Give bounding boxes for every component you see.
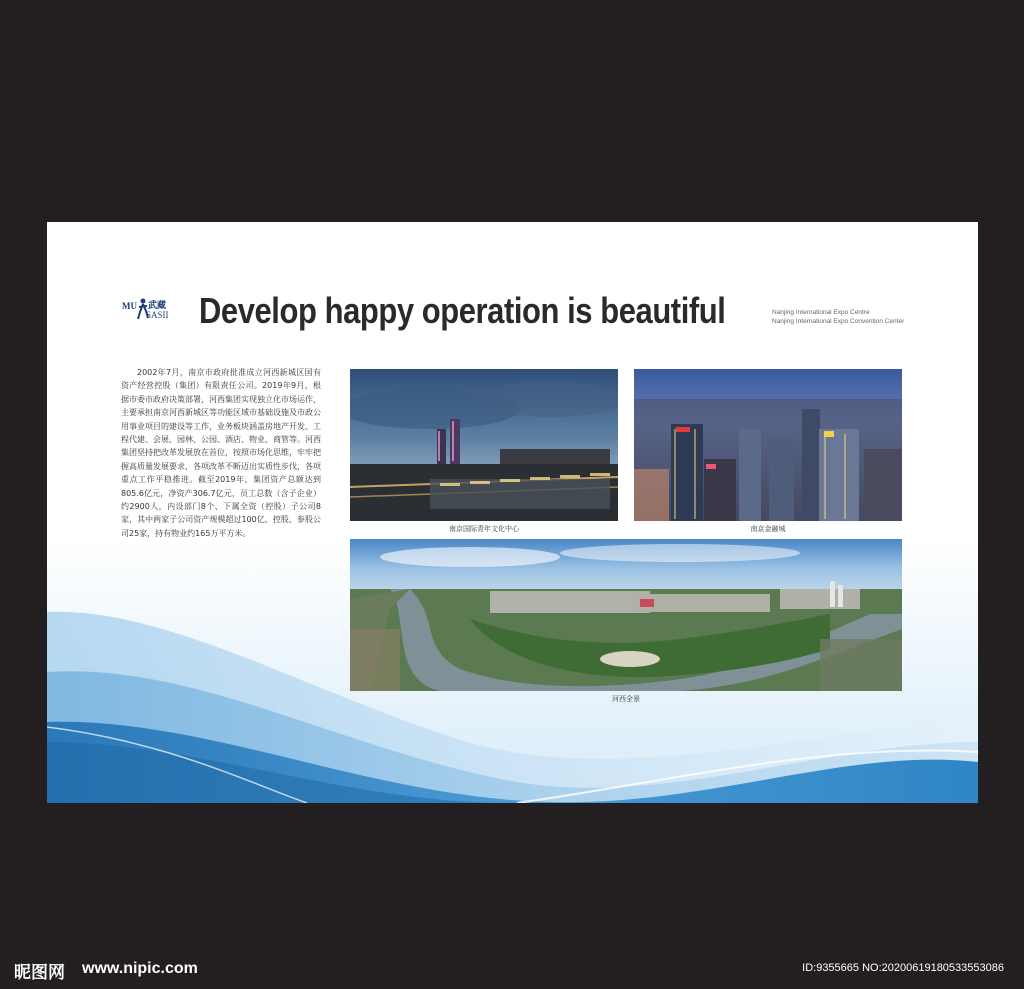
watermark-id: ID:9355665 NO:20200619180533553086 <box>802 962 1004 974</box>
watermark-url: www.nipic.com <box>82 960 198 977</box>
subtitle-line-2: Nanjing International Expo Convention Center <box>772 318 905 325</box>
display-board <box>47 222 978 803</box>
photo-youth-cultural-center <box>350 369 618 521</box>
photo-financial-city <box>634 369 902 521</box>
logo-mu-text: MU <box>122 301 137 311</box>
company-logo <box>122 296 174 324</box>
watermark-logo: 昵图网 <box>14 963 65 983</box>
photo-1-caption: 南京国际青年文化中心 <box>449 525 519 533</box>
photo-2-caption: 南京金融城 <box>750 525 786 533</box>
logo-sasii-text: SASII <box>146 310 169 320</box>
subtitle-line-1: Nanjing International Expo Centre <box>772 309 870 316</box>
intro-paragraph: 2002年7月，南京市政府批准成立河西新城区国有资产经营控股（集团）有限责任公司。2019年9月，根据市委市政府决策部署，河西集团实现独立化市场运作，主要承担南京河西新城区等功能区域市基础设施及市政公用事业项目的建设等工作，业务板块涵盖房地产开发、工程代建、会展、园林、公园、酒店、物业、商管等。河西集团坚持把改革发展放在首位，按照市场化思维，牢牢把握高质量发展要求，各项改革不断迈出实质性步伐，各项重点工作平稳推进。截至2019年，集团资产总额达到805.6亿元，净资产306.7亿元，员工总数（含子企业）约2900人，内设部门8个、下属全资（控股）子公司8家，其中两家子公司资产规模超过100亿，控股、参股公司25家，持有物业约165万平方米。 <box>121 368 321 538</box>
photo-hexi-panorama <box>350 539 902 691</box>
page-title: Develop happy operation is beautiful <box>199 290 726 331</box>
logo-chinese-text: 武藏 <box>148 301 167 311</box>
photo-3-caption: 河西全景 <box>612 695 640 703</box>
subtitle <box>772 308 904 326</box>
